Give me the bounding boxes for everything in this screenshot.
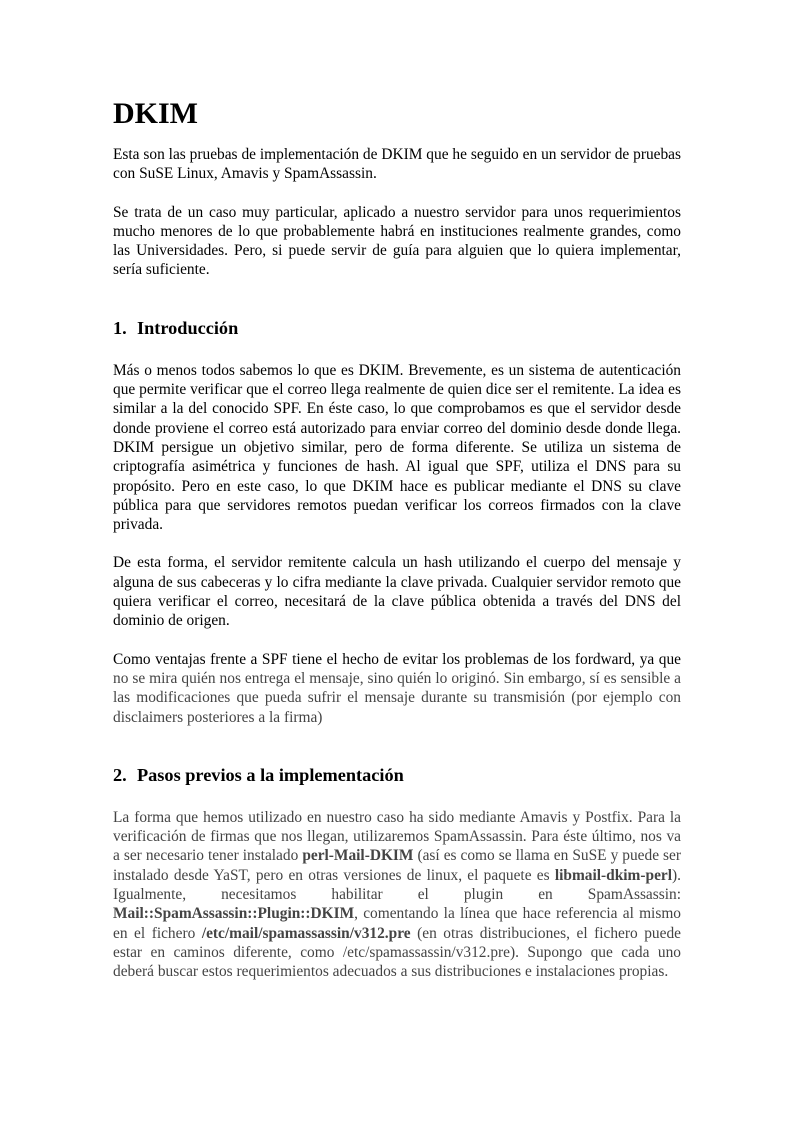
section-2-text-2: (así es como se llama en SuSE y puede ser instalado desde YaST, pero en otras versiones de linux, el paquete es (113, 847, 681, 884)
intro-paragraph-1: Esta son las pruebas de implementación de DKIM que he seguido en un servidor de pruebas con SuSE Linux, Amavis y SpamAssassin. (113, 146, 681, 183)
section-1-title: Introducción (137, 317, 239, 338)
section-2-heading (113, 764, 681, 786)
section-2-text-4: , comentando la línea que hace referencia al mismo en el fichero (113, 905, 681, 942)
package-perl-mail-dkim: perl-Mail-DKIM (302, 847, 414, 865)
section-1-paragraph-2: De esta forma, el servidor remitente calcula un hash utilizando el cuerpo del mensaje y alguna de sus cabeceras y lo cifra mediante la clave privada. Cualquier servidor remoto que quiera verificar el correo, necesitará de la clave pública obtenida a través del DNS del dominio de origen. (113, 554, 681, 630)
section-2-text-1: La forma que hemos utilizado en nuestro caso ha sido mediante Amavis y Postfix. Para la verificación de firmas que nos llegan, utilizaremos SpamAssassin. Para éste último, nos va a ser necesario tener instalado (113, 808, 681, 865)
section-2-text-3: ). Igualmente, necesitamos habilitar el plugin en SpamAssassin: (113, 866, 681, 904)
plugin-name: Mail::SpamAssassin::Plugin::DKIM (113, 905, 355, 923)
document-page (113, 96, 681, 1001)
section-1-paragraph-1: Más o menos todos sabemos lo que es DKIM. Brevemente, es un sistema de autenticación que permite verificar que el correo llega realmente de quien dice ser el remitente. La idea es similar a la del conocido SPF. En éste caso, lo que comprobamos es que el servidor desde donde proviene el correo está autorizado para enviar correo del dominio desde donde llega. DKIM persigue un objetivo similar, pero de forma diferente. Se utiliza un sistema de criptografía asimétrica y funciones de hash. Al igual que SPF, utiliza el DNS para su propósito. Pero en este caso, lo que DKIM hace es publicar mediante el DNS su clave pública para que servidores remotos puedan verificar los correos firmados con la clave privada. (113, 361, 681, 534)
section-1-paragraph-3-start: Como ventajas frente a SPF tiene el hecho de evitar los problemas de los fordward, ya que (113, 650, 681, 668)
section-1-heading (113, 317, 681, 339)
section-2-paragraph-1 (113, 808, 681, 982)
config-file-path: /etc/mail/spamassassin/v312.pre (201, 924, 411, 942)
section-1-paragraph-3 (113, 650, 681, 727)
intro-paragraph-2: Se trata de un caso muy particular, aplicado a nuestro servidor para unos requerimientos mucho menores de lo que probablemente habrá en instituciones realmente grandes, como las Universidades. Pero, si puede servir de guía para alguien que lo quiera implementar, sería suficiente. (113, 203, 681, 279)
section-1-number: 1. (113, 317, 127, 338)
section-2-number: 2. (113, 764, 127, 785)
section-2-title: Pasos previos a la implementación (137, 764, 404, 785)
section-1-paragraph-3-end: no se mira quién nos entrega el mensaje, sino quién lo originó. Sin embargo, sí es sensible a las modificaciones que pueda sufrir el mensaje durante su transmisión (por ejemplo con disclaimers posteriores a la firma) (113, 669, 681, 726)
package-libmail-dkim-perl: libmail-dkim-perl (554, 866, 673, 884)
document-title: DKIM (113, 97, 198, 130)
section-2-text-5: (en otras distribuciones, el fichero puede estar en caminos diferente, como /etc/spamassassin/v312.pre). Supongo que cada uno deberá buscar estos requerimientos adecuados a sus distribuciones e instalaciones propias. (113, 924, 681, 981)
